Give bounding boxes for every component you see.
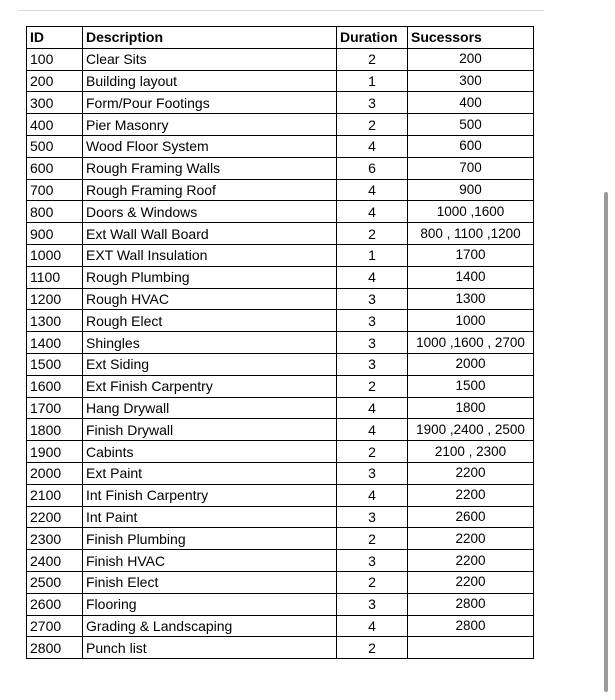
cell-id[interactable]: 900 (27, 223, 83, 245)
table-row (27, 157, 534, 179)
header-duration[interactable]: Duration (337, 27, 408, 49)
cell-successors[interactable]: 2200 (408, 528, 534, 550)
cell-successors[interactable]: 1000 (408, 310, 534, 332)
cell-id[interactable]: 1200 (27, 288, 83, 310)
cell-description[interactable]: Rough Framing Roof (83, 179, 337, 201)
cell-id[interactable]: 1600 (27, 375, 83, 397)
cell-id[interactable]: 1800 (27, 419, 83, 441)
cell-successors[interactable]: 1700 (408, 244, 534, 266)
table-row (27, 288, 534, 310)
cell-successors[interactable]: 1500 (408, 375, 534, 397)
cell-id[interactable]: 200 (27, 70, 83, 92)
cell-successors[interactable]: 2000 (408, 353, 534, 375)
cell-description[interactable]: Pier Masonry (83, 114, 337, 136)
cell-duration[interactable]: 4 (337, 397, 408, 419)
cell-duration[interactable]: 2 (337, 48, 408, 70)
cell-duration[interactable]: 3 (337, 310, 408, 332)
table-body (27, 48, 534, 658)
table-row (27, 353, 534, 375)
cell-id[interactable]: 400 (27, 114, 83, 136)
cell-description[interactable]: Shingles (83, 332, 337, 354)
cell-duration[interactable]: 2 (337, 441, 408, 463)
cell-id[interactable]: 2200 (27, 506, 83, 528)
cell-id[interactable]: 2600 (27, 593, 83, 615)
cell-duration[interactable]: 2 (337, 114, 408, 136)
cell-id[interactable]: 2100 (27, 484, 83, 506)
cell-id[interactable]: 2700 (27, 615, 83, 637)
cell-description[interactable]: Ext Finish Carpentry (83, 375, 337, 397)
cell-duration[interactable]: 3 (337, 593, 408, 615)
cell-description[interactable]: EXT Wall Insulation (83, 244, 337, 266)
cell-description[interactable]: Wood Floor System (83, 135, 337, 157)
cell-description[interactable]: Hang Drywall (83, 397, 337, 419)
cell-description[interactable]: Flooring (83, 593, 337, 615)
cell-successors[interactable]: 1300 (408, 288, 534, 310)
cell-description[interactable]: Finish HVAC (83, 550, 337, 572)
cell-description[interactable]: Ext Paint (83, 462, 337, 484)
cell-successors[interactable]: 200 (408, 48, 534, 70)
table-row (27, 70, 534, 92)
cell-id[interactable]: 2800 (27, 637, 83, 659)
cell-successors[interactable]: 700 (408, 157, 534, 179)
table-row (27, 179, 534, 201)
header-id[interactable]: ID (27, 27, 83, 49)
table-row (27, 266, 534, 288)
table-row (27, 375, 534, 397)
cell-successors[interactable]: 1900 ,2400 , 2500 (408, 419, 534, 441)
cell-duration[interactable]: 3 (337, 92, 408, 114)
cell-successors[interactable]: 2200 (408, 550, 534, 572)
table-row (27, 135, 534, 157)
cell-description[interactable]: Int Paint (83, 506, 337, 528)
cell-successors[interactable] (408, 637, 534, 659)
cell-successors[interactable]: 2200 (408, 462, 534, 484)
cell-successors[interactable]: 2800 (408, 615, 534, 637)
cell-description[interactable]: Finish Plumbing (83, 528, 337, 550)
table-row (27, 462, 534, 484)
cell-duration[interactable]: 3 (337, 462, 408, 484)
cell-successors[interactable]: 1400 (408, 266, 534, 288)
cell-successors[interactable]: 2200 (408, 571, 534, 593)
cell-description[interactable]: Rough Plumbing (83, 266, 337, 288)
cell-id[interactable]: 2000 (27, 462, 83, 484)
cell-description[interactable]: Ext Wall Wall Board (83, 223, 337, 245)
cell-duration[interactable]: 3 (337, 353, 408, 375)
cell-description[interactable]: Finish Elect (83, 571, 337, 593)
cell-duration[interactable]: 2 (337, 528, 408, 550)
cell-duration[interactable]: 2 (337, 375, 408, 397)
cell-successors[interactable]: 2100 , 2300 (408, 441, 534, 463)
cell-description[interactable]: Rough Elect (83, 310, 337, 332)
cell-duration[interactable]: 6 (337, 157, 408, 179)
cell-description[interactable]: Rough Framing Walls (83, 157, 337, 179)
cell-duration[interactable]: 4 (337, 266, 408, 288)
cell-id[interactable]: 1400 (27, 332, 83, 354)
header-row (27, 27, 534, 49)
cell-id[interactable]: 1300 (27, 310, 83, 332)
table-row (27, 114, 534, 136)
cell-successors[interactable]: 2800 (408, 593, 534, 615)
cell-duration[interactable]: 2 (337, 637, 408, 659)
table-row (27, 92, 534, 114)
table-row (27, 48, 534, 70)
table-row (27, 223, 534, 245)
cell-duration[interactable]: 3 (337, 332, 408, 354)
cell-successors[interactable]: 1000 ,1600 , 2700 (408, 332, 534, 354)
table-row (27, 571, 534, 593)
cell-duration[interactable]: 3 (337, 506, 408, 528)
cell-id[interactable]: 600 (27, 157, 83, 179)
cell-successors[interactable]: 1000 ,1600 (408, 201, 534, 223)
cell-duration[interactable]: 1 (337, 70, 408, 92)
cell-id[interactable]: 800 (27, 201, 83, 223)
scrollbar[interactable] (604, 192, 608, 692)
table-row (27, 593, 534, 615)
cell-duration[interactable]: 4 (337, 179, 408, 201)
cell-id[interactable]: 2500 (27, 571, 83, 593)
header-successors[interactable]: Sucessors (408, 27, 534, 49)
cell-id[interactable]: 2300 (27, 528, 83, 550)
cell-id[interactable]: 500 (27, 135, 83, 157)
cell-duration[interactable]: 2 (337, 223, 408, 245)
cell-description[interactable]: Building layout (83, 70, 337, 92)
cell-id[interactable]: 1100 (27, 266, 83, 288)
cell-duration[interactable]: 4 (337, 419, 408, 441)
table-row (27, 637, 534, 659)
table-row (27, 310, 534, 332)
cell-successors[interactable]: 300 (408, 70, 534, 92)
table-row (27, 397, 534, 419)
cell-successors[interactable]: 500 (408, 114, 534, 136)
table-row (27, 484, 534, 506)
cell-description[interactable]: Form/Pour Footings (83, 92, 337, 114)
cell-successors[interactable]: 800 , 1100 ,1200 (408, 223, 534, 245)
cell-duration[interactable]: 4 (337, 201, 408, 223)
cell-description[interactable]: Grading & Landscaping (83, 615, 337, 637)
cell-id[interactable]: 2400 (27, 550, 83, 572)
table-row (27, 419, 534, 441)
cell-duration[interactable]: 3 (337, 550, 408, 572)
cell-successors[interactable]: 2600 (408, 506, 534, 528)
table-row (27, 332, 534, 354)
cell-successors[interactable]: 400 (408, 92, 534, 114)
cell-description[interactable]: Clear Sits (83, 48, 337, 70)
cell-id[interactable]: 1900 (27, 441, 83, 463)
cell-description[interactable]: Doors & Windows (83, 201, 337, 223)
cell-id[interactable]: 700 (27, 179, 83, 201)
cell-description[interactable]: Cabints (83, 441, 337, 463)
cell-successors[interactable]: 1800 (408, 397, 534, 419)
gridline-divider (18, 10, 544, 11)
cell-duration[interactable]: 1 (337, 244, 408, 266)
cell-duration[interactable]: 2 (337, 571, 408, 593)
activity-schedule-table (26, 26, 534, 659)
cell-successors[interactable]: 600 (408, 135, 534, 157)
table-row (27, 528, 534, 550)
cell-duration[interactable]: 4 (337, 135, 408, 157)
cell-description[interactable]: Ext Siding (83, 353, 337, 375)
cell-duration[interactable]: 3 (337, 288, 408, 310)
cell-description[interactable]: Int Finish Carpentry (83, 484, 337, 506)
table-row (27, 244, 534, 266)
table-row (27, 506, 534, 528)
cell-id[interactable]: 1700 (27, 397, 83, 419)
cell-description[interactable]: Finish Drywall (83, 419, 337, 441)
cell-duration[interactable]: 4 (337, 615, 408, 637)
cell-duration[interactable]: 4 (337, 484, 408, 506)
header-description[interactable]: Description (83, 27, 337, 49)
table-row (27, 550, 534, 572)
cell-description[interactable]: Rough HVAC (83, 288, 337, 310)
table-row (27, 201, 534, 223)
cell-successors[interactable]: 2200 (408, 484, 534, 506)
cell-successors[interactable]: 900 (408, 179, 534, 201)
cell-id[interactable]: 1000 (27, 244, 83, 266)
cell-id[interactable]: 1500 (27, 353, 83, 375)
cell-description[interactable]: Punch list (83, 637, 337, 659)
table-row (27, 615, 534, 637)
cell-id[interactable]: 100 (27, 48, 83, 70)
table-row (27, 441, 534, 463)
cell-id[interactable]: 300 (27, 92, 83, 114)
